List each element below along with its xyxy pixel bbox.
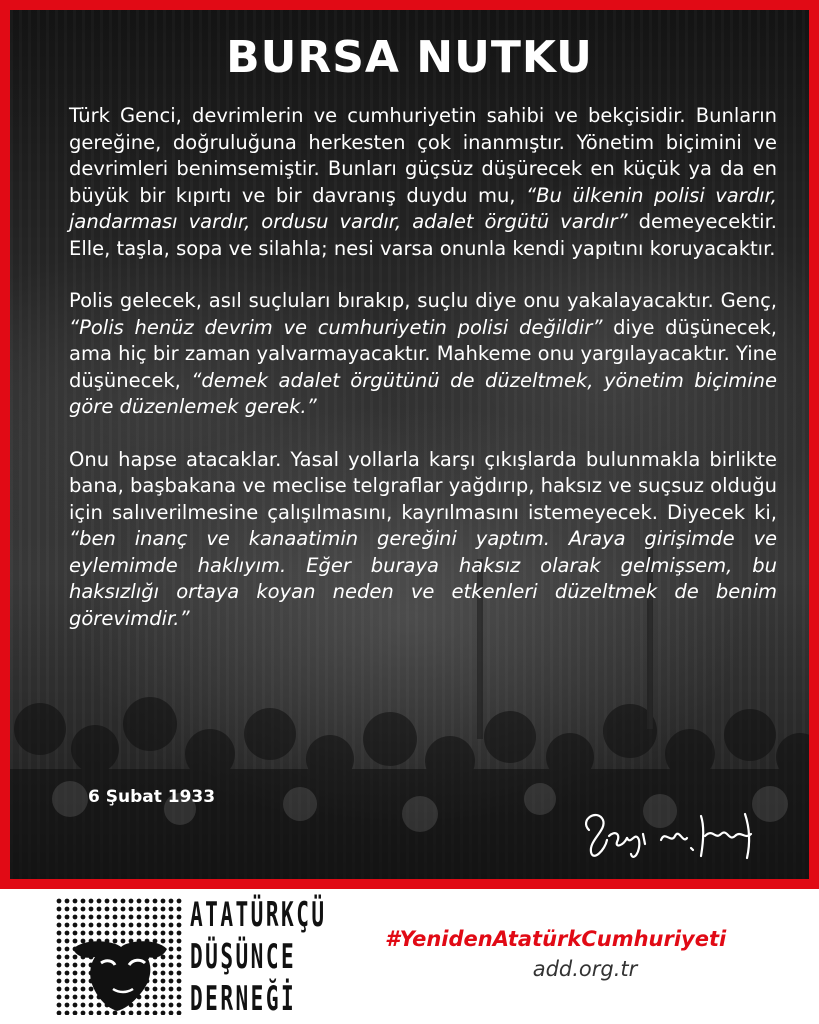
signature-image	[575, 800, 765, 870]
logo-line: ATATÜRKÇÜ	[190, 895, 327, 935]
quote-segment: “demek adalet örgütünü de düzeltmek, yönetim biçimine göre düzenlemek gerek.”	[69, 368, 777, 418]
text-segment: Onu hapse atacaklar. Yasal yollarla karşı çıkışlarda bulunmakla birlikte bana, başbakana ve meclise telgraflar yağdırıp, haksız ve suçsuz olduğu için salıverilmesine çalışılmasını, kayrılmasını istemeyecek. Diyecek ki,	[69, 447, 777, 524]
website-link[interactable]: add.org.tr	[532, 957, 638, 981]
quote-segment: “Polis henüz devrim ve cumhuriyetin polisi değildir”	[69, 315, 603, 339]
hashtag-text: #YenidenAtatürkCumhuriyeti	[385, 927, 727, 951]
logo-line: DÜŞÜNCE	[190, 937, 297, 977]
speech-date: 6 Şubat 1933	[88, 787, 216, 807]
text-segment: Türk Genci, devrimlerin ve cumhuriyetin sahibi ve bekçisidir. Bunların gereğine, doğruluğuna herkesten çok inanmıştır. Yönetim biçimini ve devrimleri benimsemiştir. Bunları güçsüz düşürecek en küçük ya da en büyük bir kıpırtı ve bir davranış duydu mu,	[69, 104, 777, 207]
association-logo-icon	[55, 897, 183, 1015]
speech-text	[69, 103, 777, 658]
footer	[0, 889, 819, 1024]
quote-segment: “Bu ülkenin polisi vardır, jandarması vardır, ordusu vardır, adalet örgütü vardır”	[69, 183, 777, 233]
text-segment: demeyecektir. Elle, taşla, sopa ve silahla; nesi varsa onunla kendi yapıtını koruyacaktır.	[69, 210, 777, 260]
page-title: BURSA NUTKU	[226, 32, 593, 83]
speech-paragraph	[69, 288, 777, 421]
quote-segment: “ben inanç ve kanaatimin gereğini yaptım. Araya girişimde ve eylemimde haklıyım. Eğer buraya haksız olarak gelmişsem, bu haksızlığı ortaya koyan neden ve etkenleri düzeltmek de benim görevimdir.”	[69, 527, 777, 630]
logo-line: DERNEĞİ	[190, 979, 297, 1019]
speech-paragraph	[69, 447, 777, 633]
text-segment: diye düşünecek, ama hiç bir zaman yalvarmayacaktır. Mahkeme onu yargılayacaktır. Yine düşünecek,	[69, 315, 777, 392]
speech-paragraph	[69, 103, 777, 262]
association-name	[190, 894, 327, 1020]
text-segment: Polis gelecek, asıl suçluları bırakıp, suçlu diye onu yakalayacaktır. Genç,	[69, 289, 777, 312]
photo-background	[10, 10, 809, 879]
